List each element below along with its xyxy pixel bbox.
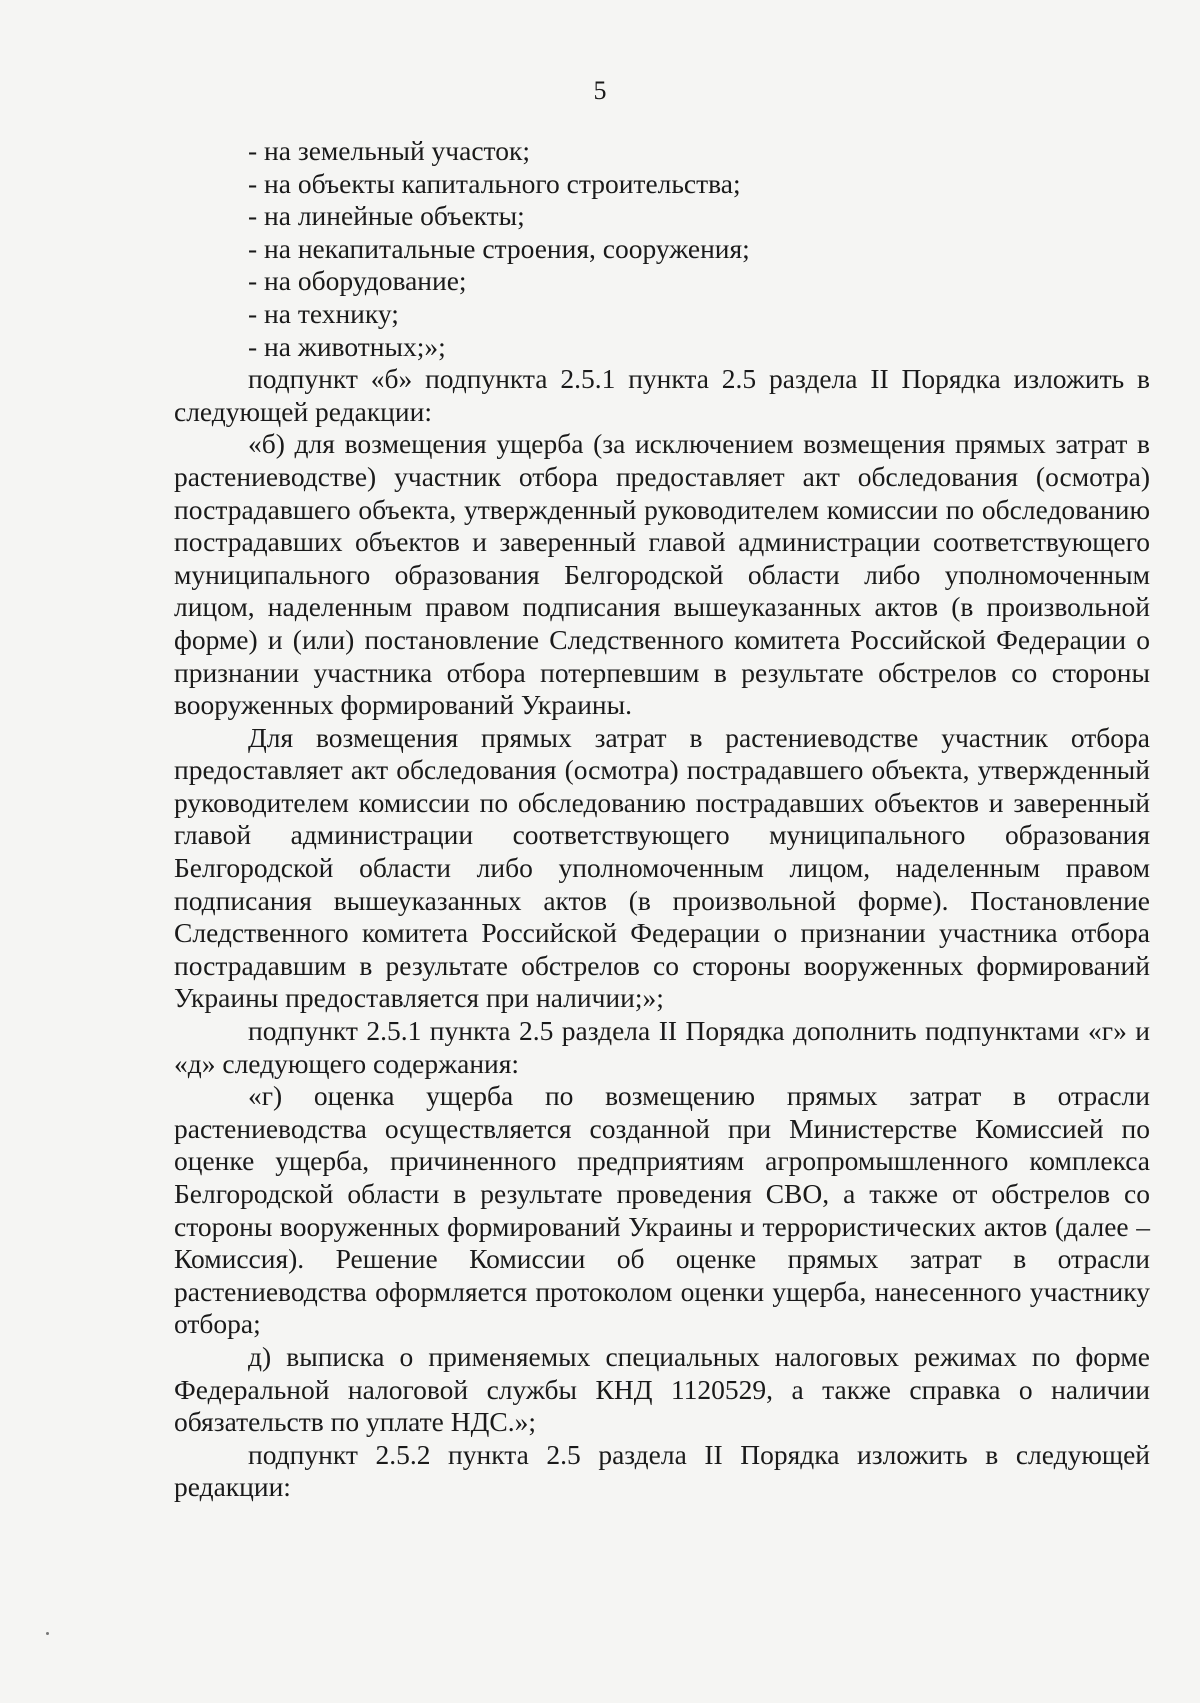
list-item: - на линейные объекты; xyxy=(248,200,525,232)
document-body xyxy=(174,135,1150,1504)
paragraph: «б) для возмещения ущерба (за исключением возмещения прямых затрат в растениеводстве) участник отбора предоставляет акт обследования (осмотра) пострадавшего объекта, утвержденный руководителем комиссии по обследованию пострадавших объектов и заверенный главой администрации соответствующего муниципального образования Белгородской области либо уполномоченным лицом, наделенным правом подписания вышеуказанных актов (в произвольной форме) и (или) постановление Следственного комитета Российской Федерации о признании участника отбора потерпевшим в результате обстрелов со стороны вооруженных формирований Украины. xyxy=(174,428,1150,721)
paragraph: «г) оценка ущерба по возмещению прямых затрат в отрасли растениеводства осуществляется созданной при Министерстве Комиссией по оценке ущерба, причиненного предприятиям агропромышленного комплекса Белгородской области в результате проведения СВО, а также от обстрелов со стороны вооруженных формирований Украины и террористических актов (далее – Комиссия). Решение Комиссии об оценке прямых затрат в отрасли растениеводства оформляется протоколом оценки ущерба, нанесенного участнику отбора; xyxy=(174,1080,1150,1340)
list-item: - на технику; xyxy=(248,297,399,329)
paragraph: подпункт 2.5.1 пункта 2.5 раздела II Порядка дополнить подпунктами «г» и «д» следующего содержания: xyxy=(174,1015,1150,1079)
paragraph: Для возмещения прямых затрат в растениеводстве участник отбора предоставляет акт обследования (осмотра) пострадавшего объекта, утвержденный руководителем комиссии по обследованию пострадавших объектов и заверенный главой администрации соответствующего муниципального образования Белгородской области либо уполномоченным лицом, наделенным правом подписания вышеуказанных актов (в произвольной форме). Постановление Следственного комитета Российской Федерации о признании участника отбора пострадавшим в результате обстрелов со стороны вооруженных формирований Украины предоставляется при наличии;»; xyxy=(174,721,1150,1014)
list-item: - на некапитальные строения, сооружения; xyxy=(248,232,750,264)
list-item: - на земельный участок; xyxy=(248,135,530,166)
paragraph: подпункт «б» подпункта 2.5.1 пункта 2.5 раздела II Порядка изложить в следующей редакции: xyxy=(174,363,1150,427)
scan-speck xyxy=(46,1632,49,1635)
paragraph: д) выписка о применяемых специальных налоговых режимах по форме Федеральной налоговой службы КНД 1120529, а также справка о наличии обязательств по уплате НДС.»; xyxy=(174,1340,1150,1438)
list-item: - на оборудование; xyxy=(248,265,467,297)
list-item: - на объекты капитального строительства; xyxy=(248,167,741,199)
paragraph: подпункт 2.5.2 пункта 2.5 раздела II Порядка изложить в следующей редакции: xyxy=(174,1438,1150,1503)
page-number: 5 xyxy=(593,76,607,105)
list-item: - на животных;»; xyxy=(248,330,446,362)
